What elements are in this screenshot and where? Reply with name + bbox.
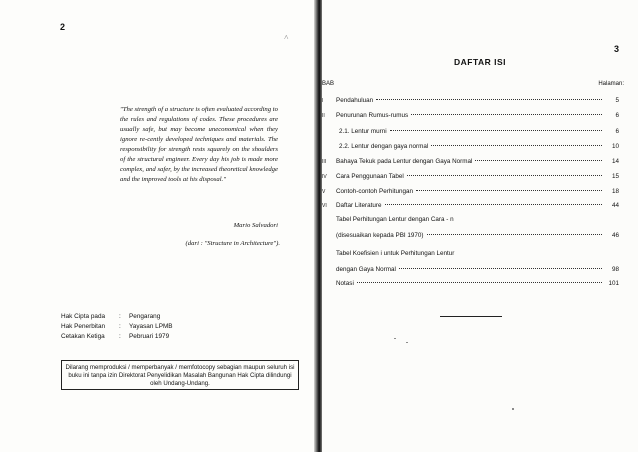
toc-entry [336, 231, 619, 241]
toc-entry-title: 2.1. Lentur murni [339, 128, 387, 135]
publication-row: Hak Penerbitan : Yayasan LPMB [61, 323, 173, 330]
toc-entry-page: 98 [611, 266, 619, 273]
toc-entry-title: Contoh-contoh Perhitungan [336, 188, 414, 195]
toc-entry [336, 279, 619, 289]
pub-value: Yayasan LPMB [129, 323, 173, 330]
toc-leader [411, 114, 602, 115]
toc-entry-page: 15 [611, 173, 619, 180]
corner-mark: ˄ [284, 33, 289, 42]
scan-speck [512, 408, 514, 410]
toc-entry-page: 14 [611, 158, 619, 165]
toc-entry-page: 101 [608, 280, 619, 287]
right-page-number: 3 [614, 44, 620, 54]
toc-entry-number: III [322, 159, 327, 165]
toc-leader [385, 204, 603, 205]
toc-col-bab: BAB [322, 81, 335, 87]
toc-entry-page: 18 [611, 188, 619, 195]
toc-leader [357, 282, 602, 283]
pub-label: Hak Penerbitan [61, 323, 106, 330]
toc-entry-page: 5 [615, 97, 619, 104]
toc-entry-title: (disesuaikan kepada PBI 1970) [336, 232, 424, 239]
toc-entry [336, 265, 619, 275]
toc-table1-line1: Tabel Perhitungan Lentur dengan Cara - n [336, 216, 454, 223]
left-page [0, 0, 318, 452]
publication-row: Cetakan Ketiga : Pebruari 1979 [61, 333, 170, 340]
toc-entry-title: dengan Gaya Normal [336, 266, 396, 273]
scan-speck [394, 338, 396, 339]
toc-entry-title: 2.2. Lentur dengan gaya normal [339, 143, 429, 150]
toc-leader [475, 160, 602, 161]
toc-entry-title: Bahaya Tekuk pada Lentur dengan Gaya Normal [336, 158, 473, 165]
toc-entry [339, 142, 619, 152]
toc-entry [322, 187, 619, 197]
pub-value: Pebruari 1979 [129, 333, 170, 340]
toc-leader [416, 190, 602, 191]
pub-label: Cetakan Ketiga [61, 333, 105, 340]
toc-leader [376, 99, 602, 100]
toc-entry [322, 111, 619, 121]
toc-entry-title: Daftar Literature [336, 202, 382, 209]
pub-label: Hak Cipta pada [61, 313, 106, 320]
toc-leader [399, 268, 602, 269]
toc-entry-title: Penurunan Rumus-rumus [336, 112, 409, 119]
toc-entry-number: V [322, 189, 326, 195]
toc-entry-title: Notasi [336, 280, 354, 287]
toc-entry-title: Pendahuluan [336, 97, 374, 104]
toc-leader [431, 145, 602, 146]
toc-table2-line1: Tabel Koefisien i untuk Perhitungan Lentur [336, 250, 455, 257]
epigraph-quote: "The strength of a structure is often evaluated according to the rules and regulations of codes. These procedures are usually safe, but may become uneconomical when they ignore re-cently developed techniques and materials. The responsibility for strength rests squarely on the shoulders of the structural engineer. Every day his job is made more complex, and safer, by the increased theoretical knowledge and the improved tools at his disposal." [120, 106, 278, 183]
toc-entry-number: VI [322, 203, 327, 209]
toc-entry-page: 6 [615, 128, 619, 135]
left-page-number: 2 [60, 22, 66, 32]
toc-entry-page: 10 [611, 143, 619, 150]
toc-entry-page: 44 [611, 202, 619, 209]
toc-entry [322, 201, 619, 211]
toc-leader [427, 234, 602, 235]
toc-entry [322, 172, 619, 182]
toc-entry-title: Cara Penggunaan Tabel [336, 173, 404, 180]
scan-speck [406, 342, 408, 343]
end-rule [440, 316, 502, 317]
toc-entry-number: IV [322, 174, 327, 180]
publication-row: Hak Cipta pada : Pengarang [61, 313, 161, 320]
quote-author: Mario Salvadori [233, 222, 278, 229]
toc-entry [339, 127, 619, 137]
toc-col-halaman: Halaman: [598, 81, 624, 87]
toc-entry-number: I [322, 98, 324, 104]
toc-leader [407, 175, 602, 176]
toc-entry-number: II [322, 113, 325, 119]
pub-value: Pengarang [129, 313, 161, 320]
toc-entry [322, 96, 619, 106]
toc-title: DAFTAR ISI [453, 57, 507, 67]
quote-source: (dari : "Structure in Architecture"). [185, 240, 280, 247]
toc-entry-page: 6 [615, 112, 619, 119]
toc-entry [322, 157, 619, 167]
toc-entry-page: 46 [611, 232, 619, 239]
right-page [322, 0, 638, 452]
copyright-notice-box: Dilarang memproduksi / memperbanyak / memfotocopy sebagian maupun seluruh isi buku ini tanpa izin Direktorat Penyelidikan Masalah Bangunan Hak Cipta dilindungi oleh Undang-Undang. [61, 360, 299, 390]
toc-leader [390, 130, 602, 131]
